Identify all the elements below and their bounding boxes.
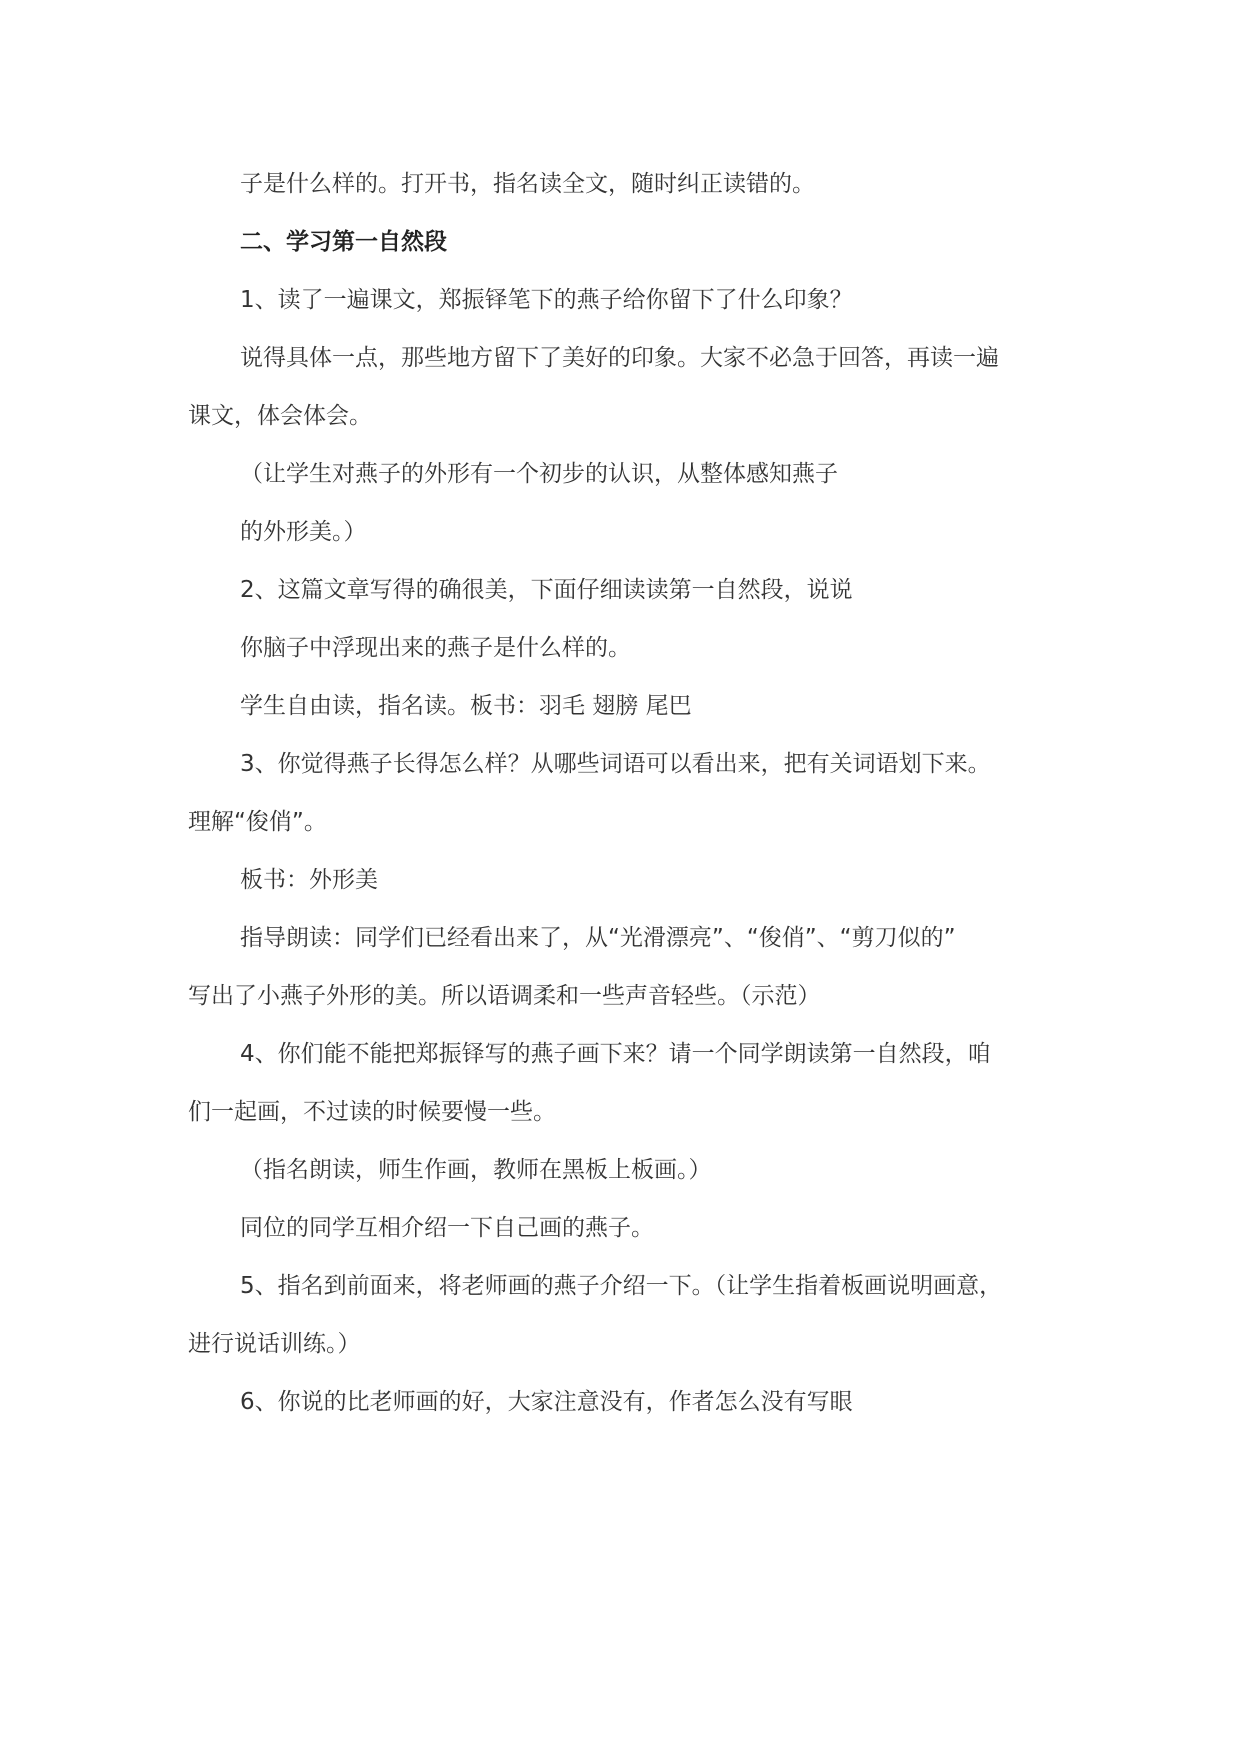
text-line: 的外形美。） — [240, 519, 367, 545]
text-line: 指导朗读：同学们已经看出来了，从“光滑漂亮”、“俊俏”、“剪刀似的” — [240, 925, 956, 951]
text-line: 同位的同学互相介绍一下自己画的燕子。 — [240, 1215, 654, 1241]
text-line: 5、指名到前面来，将老师画的燕子介绍一下。（让学生指着板画说明画意， — [240, 1273, 1003, 1299]
text-line: 课文，体会体会。 — [188, 403, 372, 429]
text-line: 理解“俊俏”。 — [188, 809, 327, 835]
text-line: 写出了小燕子外形的美。所以语调柔和一些声音轻些。（示范） — [188, 983, 821, 1009]
text-line: 学生自由读，指名读。板书：羽毛 翅膀 尾巴 — [240, 693, 692, 719]
text-line: 说得具体一点，那些地方留下了美好的印象。大家不必急于回答，再读一遍 — [240, 345, 999, 371]
section-heading: 二、学习第一自然段 — [240, 229, 447, 255]
text-line: 们一起画，不过读的时候要慢一些。 — [188, 1099, 556, 1125]
text-line: 4、你们能不能把郑振铎写的燕子画下来？请一个同学朗读第一自然段，咱 — [240, 1041, 991, 1067]
text-line: 你脑子中浮现出来的燕子是什么样的。 — [240, 635, 631, 661]
text-line: 板书：外形美 — [240, 867, 378, 893]
text-line: （让学生对燕子的外形有一个初步的认识，从整体感知燕子 — [240, 461, 838, 487]
text-line: 子是什么样的。打开书，指名读全文，随时纠正读错的。 — [240, 171, 815, 197]
text-line: 3、你觉得燕子长得怎么样？从哪些词语可以看出来，把有关词语划下来。 — [240, 751, 991, 777]
text-line: 6、你说的比老师画的好，大家注意没有，作者怎么没有写眼 — [240, 1389, 853, 1415]
text-line: （指名朗读，师生作画，教师在黑板上板画。） — [240, 1157, 712, 1183]
text-line: 1、读了一遍课文，郑振铎笔下的燕子给你留下了什么印象？ — [240, 287, 853, 313]
text-line: 2、这篇文章写得的确很美，下面仔细读读第一自然段，说说 — [240, 577, 853, 603]
text-line: 进行说话训练。） — [188, 1331, 361, 1357]
